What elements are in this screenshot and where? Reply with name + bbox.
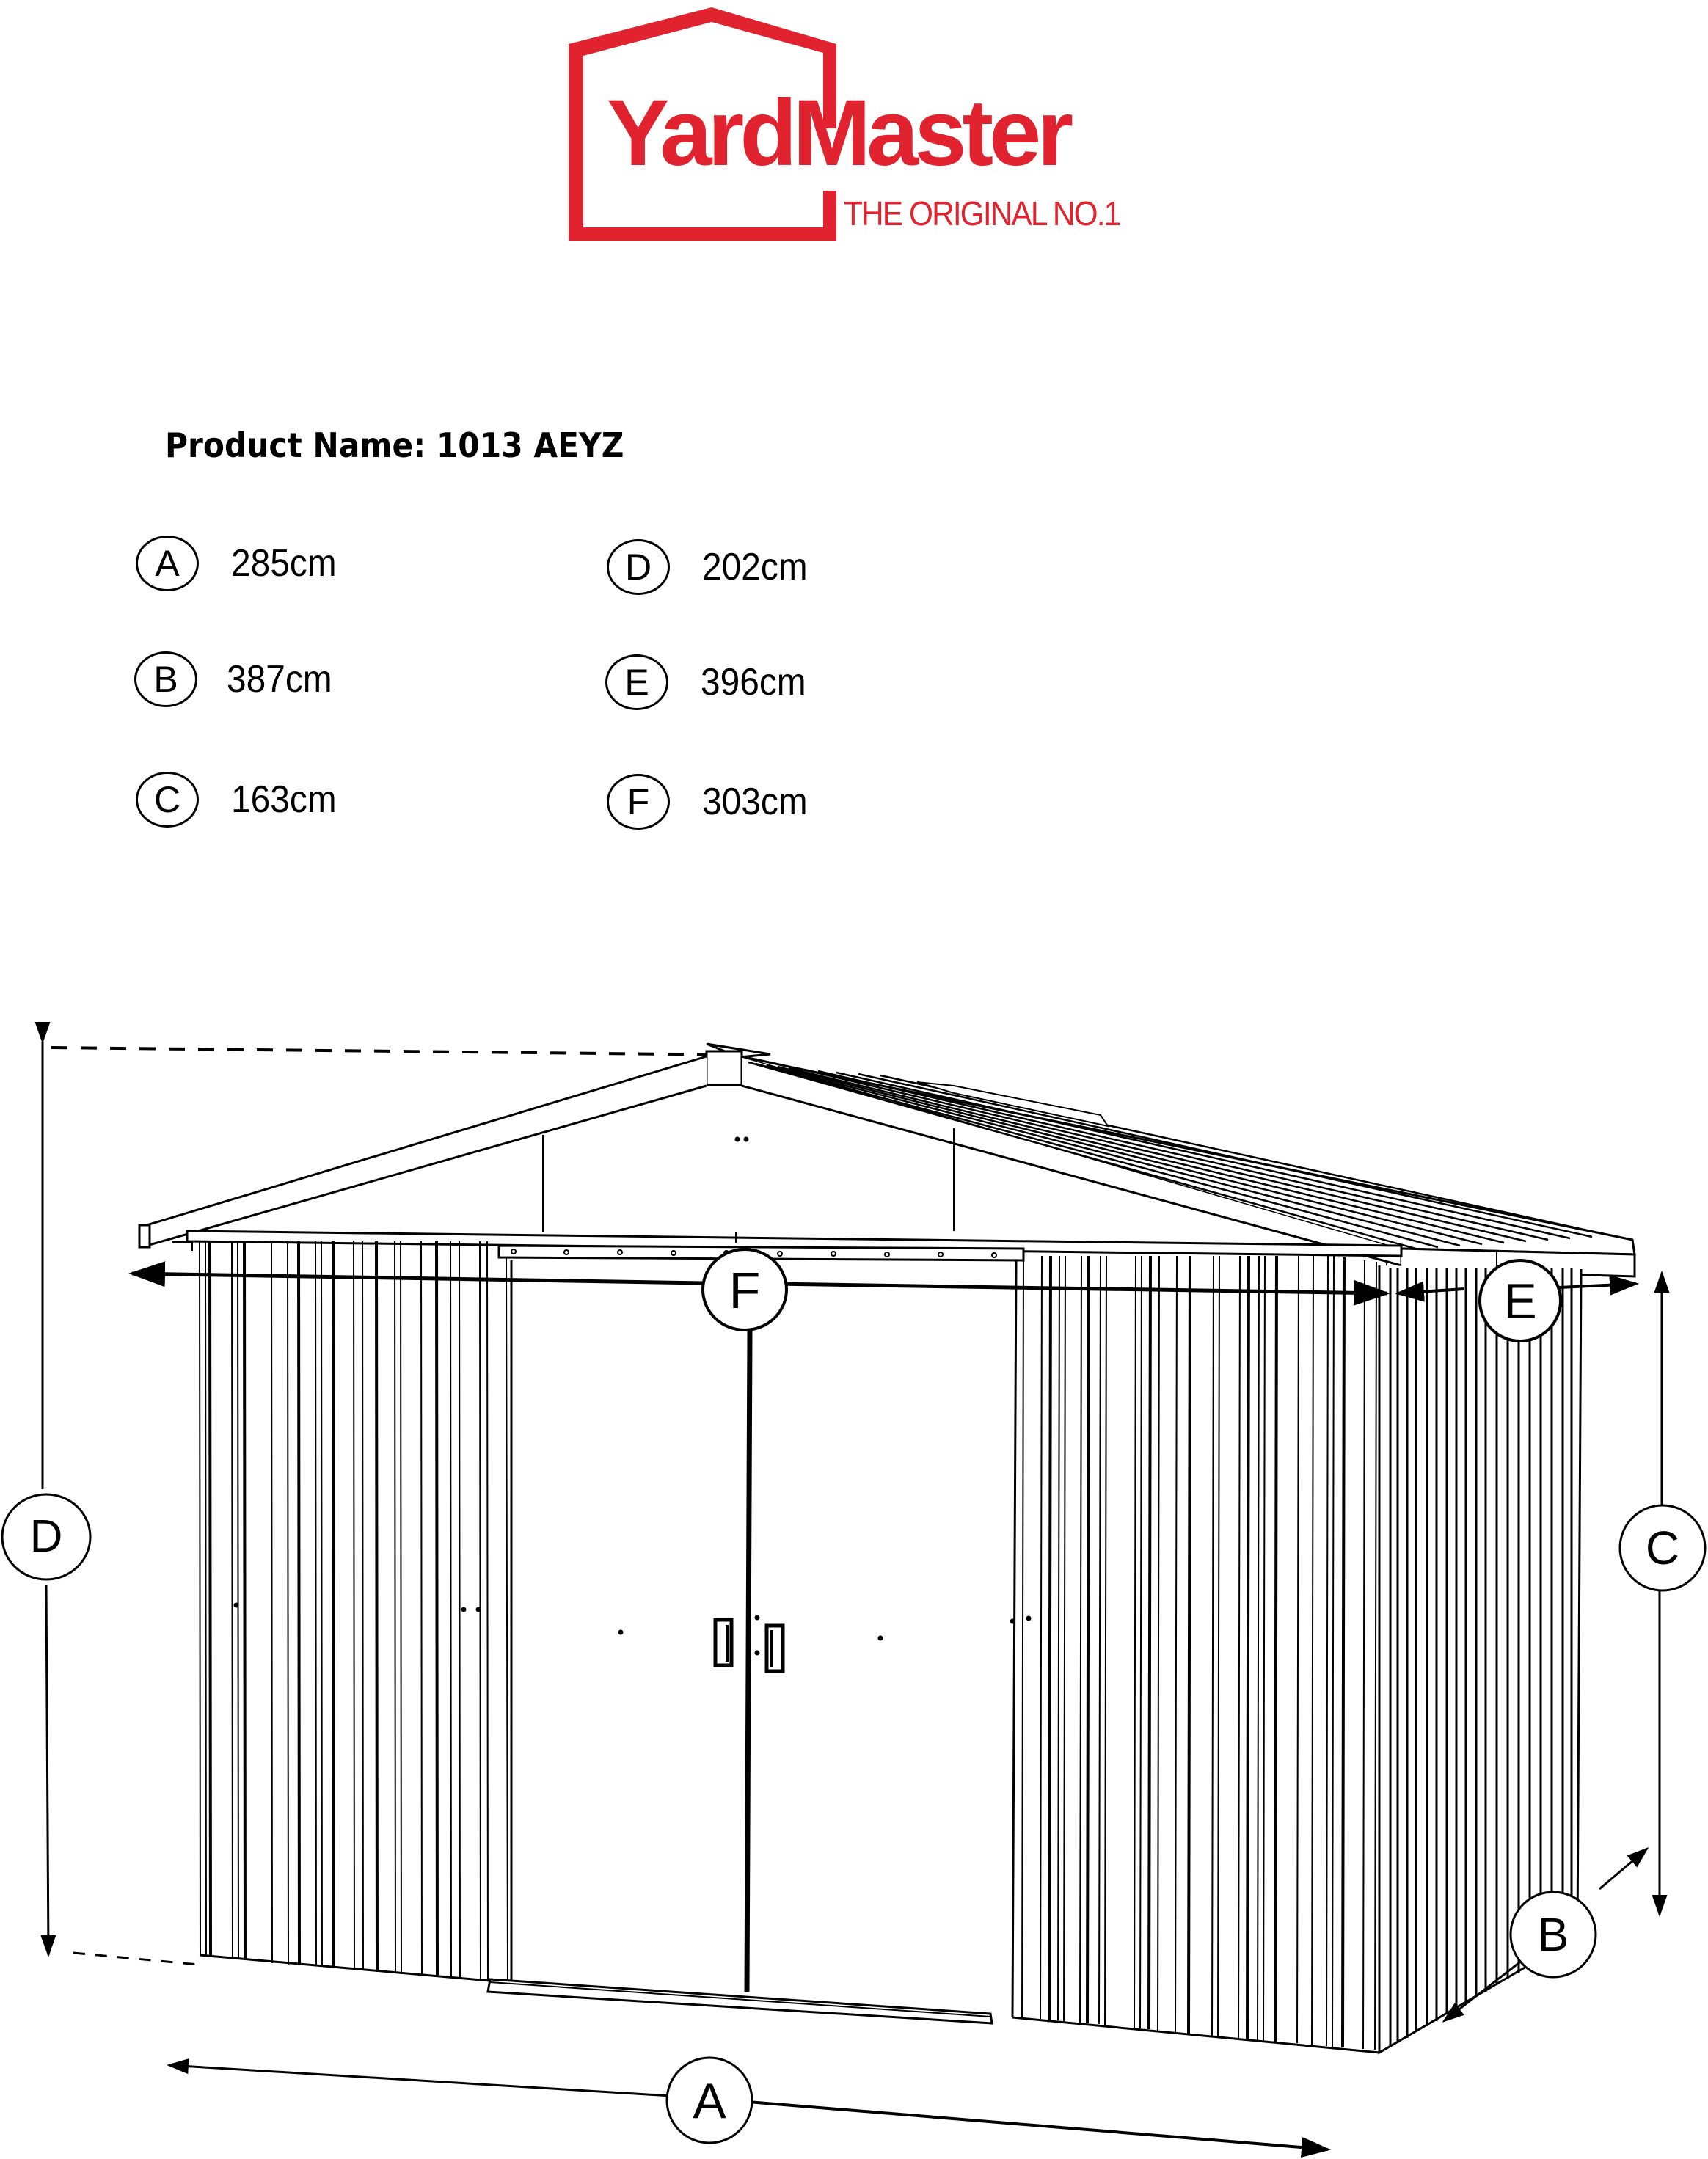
dimension-value-e: 396cm <box>701 661 806 704</box>
dimension-value-a: 285cm <box>231 542 337 585</box>
yardmaster-logo <box>565 7 1152 249</box>
callout-f <box>703 1249 787 1330</box>
dimension-value-b: 387cm <box>227 658 332 701</box>
dimension-badge-f: F <box>607 774 670 830</box>
dimension-badge-e: E <box>605 654 668 710</box>
callout-c <box>1620 1505 1705 1590</box>
dimension-row-e <box>605 654 815 710</box>
dimension-row-c <box>136 772 346 828</box>
dimension-row-f <box>607 774 817 830</box>
svg-text:E: E <box>1503 1274 1537 1329</box>
dimension-value-d: 202cm <box>702 546 808 588</box>
svg-text:F: F <box>729 1262 761 1319</box>
dimension-value-f: 303cm <box>702 781 808 823</box>
callout-b <box>1511 1892 1596 1977</box>
svg-text:A: A <box>693 2073 726 2129</box>
product-title: Product Name: 1013 AEYZ <box>165 425 624 465</box>
svg-text:D: D <box>29 1511 63 1562</box>
dimension-row-d <box>607 539 817 595</box>
dimension-badge-b: B <box>134 651 197 707</box>
svg-text:C: C <box>1645 1521 1680 1574</box>
callout-a <box>667 2058 752 2143</box>
dimension-row-a <box>136 536 346 591</box>
dimension-badge-c: C <box>136 772 199 828</box>
brand-name: YardMaster <box>607 81 1070 186</box>
callout-d <box>2 1494 90 1579</box>
dimension-row-b <box>134 651 341 707</box>
dimension-value-c: 163cm <box>231 778 337 821</box>
svg-text:B: B <box>1537 1908 1569 1961</box>
dimension-badge-a: A <box>136 536 199 591</box>
callout-e <box>1480 1260 1561 1341</box>
shed-diagram <box>0 1012 1708 2159</box>
brand-tagline: THE ORIGINAL NO.1 <box>844 194 1120 233</box>
dimension-badge-d: D <box>607 539 670 595</box>
